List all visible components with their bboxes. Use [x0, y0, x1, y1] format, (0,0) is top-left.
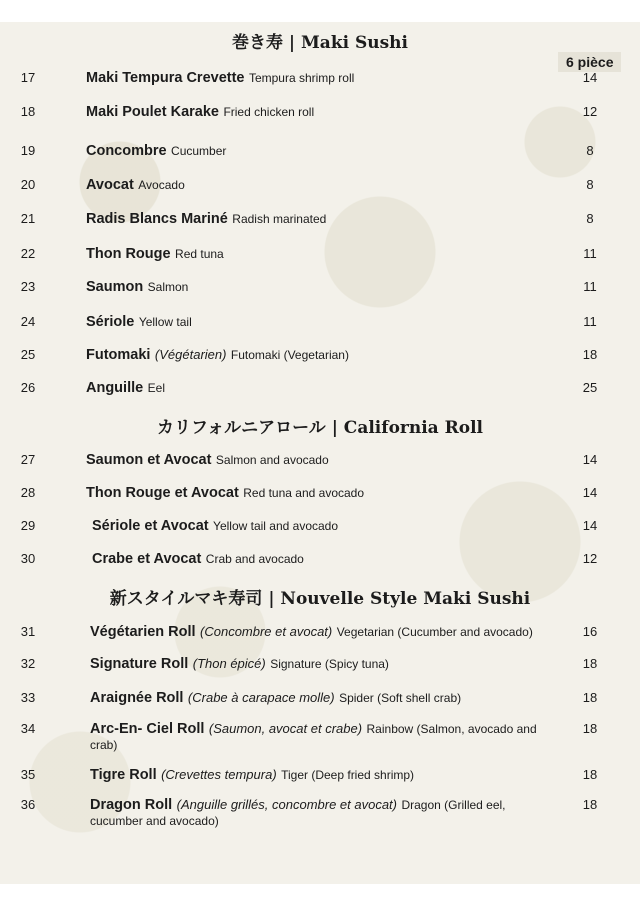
item-text: [86, 380, 536, 396]
item-text: [86, 177, 536, 193]
item-name-fr: Tigre Roll: [90, 767, 157, 783]
menu-page: [0, 22, 640, 884]
item-number: 21: [20, 211, 36, 226]
item-number: 25: [20, 347, 36, 362]
item-name-fr: Saumon et Avocat: [86, 452, 212, 468]
item-name-fr: Sériole: [86, 314, 135, 330]
item-number: 19: [20, 143, 36, 158]
item-price: 18: [582, 767, 598, 782]
item-text: [86, 347, 536, 363]
menu-item: [0, 551, 640, 571]
item-name-en: Yellow tail and avocado: [213, 519, 339, 533]
section-title-california-roll: カリフォルニアロール | California Roll: [156, 418, 484, 438]
menu-item: [0, 177, 640, 197]
menu-item: [0, 656, 640, 676]
item-text: [90, 797, 540, 829]
menu-item: [0, 70, 640, 90]
menu-item: [0, 279, 640, 299]
item-number: 18: [20, 104, 36, 119]
item-text: [86, 314, 536, 330]
item-text: [86, 211, 536, 227]
item-name-en: Crab and avocado: [205, 552, 304, 566]
item-name-en: Tempura shrimp roll: [248, 71, 355, 85]
item-number: 27: [20, 452, 36, 467]
item-text: [92, 551, 542, 567]
item-name-en: Radish marinated: [232, 212, 327, 226]
item-text: [86, 70, 536, 86]
item-number: 24: [20, 314, 36, 329]
item-name-en: Rainbow (Salmon, avocado and crab): [90, 722, 537, 752]
item-desc-fr: (Anguille grillés, concombre et avocat): [176, 797, 398, 812]
item-price: 25: [582, 380, 598, 395]
item-number: 36: [20, 797, 36, 812]
menu-item: [0, 721, 640, 752]
item-desc-fr: (Crabe à carapace molle): [187, 690, 335, 705]
item-number: 20: [20, 177, 36, 192]
item-number: 22: [20, 246, 36, 261]
menu-item: [0, 347, 640, 367]
menu-item: [0, 485, 640, 505]
item-name-fr: Végétarien Roll: [90, 624, 196, 640]
item-name-fr: Crabe et Avocat: [92, 551, 202, 567]
item-text: [90, 690, 540, 706]
item-price: 18: [582, 347, 598, 362]
item-name-fr: Concombre: [86, 143, 167, 159]
item-name-fr: Maki Poulet Karake: [86, 104, 219, 120]
item-price: 14: [582, 518, 598, 533]
item-name-fr: Thon Rouge et Avocat: [86, 485, 239, 501]
item-name-en: Red tuna and avocado: [243, 486, 365, 500]
item-name-fr: Signature Roll: [90, 656, 189, 672]
item-name-en: Salmon and avocado: [215, 453, 329, 467]
menu-item: [0, 797, 640, 828]
item-text: [86, 104, 536, 120]
item-price: 11: [583, 279, 597, 294]
item-name-fr: Saumon: [86, 279, 144, 295]
item-name-en: Fried chicken roll: [223, 105, 315, 119]
item-price: 18: [582, 690, 598, 705]
item-price: 14: [582, 452, 598, 467]
item-number: 31: [20, 624, 36, 639]
item-number: 34: [20, 721, 36, 736]
item-desc-fr: (Concombre et avocat): [200, 624, 333, 639]
item-name-fr: Araignée Roll: [90, 690, 184, 706]
item-text: [90, 721, 540, 753]
item-name-fr: Radis Blancs Mariné: [86, 211, 228, 227]
item-name-en: Salmon: [147, 280, 189, 294]
menu-item: [0, 518, 640, 538]
item-number: 35: [20, 767, 36, 782]
item-price: 11: [583, 246, 597, 261]
item-text: [90, 767, 540, 783]
pieces-label: 6 pièce: [558, 52, 621, 72]
item-price: 8: [586, 211, 594, 226]
item-price: 14: [582, 485, 598, 500]
item-number: 28: [20, 485, 36, 500]
item-name-en: Futomaki (Vegetarian): [230, 348, 349, 362]
item-price: 14: [582, 70, 598, 85]
item-desc-fr: (Saumon, avocat et crabe): [208, 721, 363, 736]
item-price: 12: [582, 104, 598, 119]
item-name-fr: Thon Rouge: [86, 246, 171, 262]
section-title-nouvelle-style: 新スタイルマキ寿司 | Nouvelle Style Maki Sushi: [109, 589, 531, 609]
menu-item: [0, 624, 640, 644]
item-text: [86, 485, 536, 501]
item-desc-fr: (Thon épicé): [192, 656, 266, 671]
item-number: 23: [20, 279, 36, 294]
item-name-en: Cucumber: [171, 144, 227, 158]
menu-item: [0, 314, 640, 334]
item-desc-fr: (Végétarien): [154, 347, 227, 362]
item-price: 8: [586, 177, 594, 192]
menu-item: [0, 143, 640, 163]
item-text: [90, 624, 540, 640]
menu-item: [0, 380, 640, 400]
item-name-en: Dragon (Grilled eel, cucumber and avocado): [90, 798, 506, 828]
item-name-en: Red tuna: [175, 247, 224, 261]
item-number: 29: [20, 518, 36, 533]
item-number: 30: [20, 551, 36, 566]
item-name-en: Vegetarian (Cucumber and avocado): [336, 625, 533, 639]
menu-item: [0, 690, 640, 710]
item-name-fr: Anguille: [86, 380, 144, 396]
item-name-en: Tiger (Deep fried shrimp): [281, 768, 415, 782]
menu-item: [0, 767, 640, 787]
item-name-fr: Futomaki: [86, 347, 151, 363]
item-price: 18: [582, 797, 598, 812]
item-name-en: Yellow tail: [138, 315, 192, 329]
item-price: 16: [582, 624, 598, 639]
item-name-fr: Dragon Roll: [90, 797, 173, 813]
item-price: 8: [586, 143, 594, 158]
item-text: [92, 518, 542, 534]
item-text: [86, 279, 536, 295]
menu-item: [0, 246, 640, 266]
item-name-fr: Maki Tempura Crevette: [86, 70, 245, 86]
item-name-en: Eel: [147, 381, 165, 395]
item-number: 17: [20, 70, 36, 85]
menu-item: [0, 104, 640, 124]
item-price: 12: [582, 551, 598, 566]
menu-item: [0, 452, 640, 472]
item-name-fr: Avocat: [86, 177, 134, 193]
item-number: 33: [20, 690, 36, 705]
item-name-en: Spider (Soft shell crab): [339, 691, 462, 705]
item-text: [86, 452, 536, 468]
item-price: 18: [582, 656, 598, 671]
item-price: 18: [582, 721, 598, 736]
item-number: 32: [20, 656, 36, 671]
item-name-fr: Sériole et Avocat: [92, 518, 209, 534]
item-name-en: Signature (Spicy tuna): [270, 657, 389, 671]
item-desc-fr: (Crevettes tempura): [161, 767, 277, 782]
item-text: [90, 656, 540, 672]
item-price: 11: [583, 314, 597, 329]
item-text: [86, 143, 536, 159]
item-name-fr: Arc-En- Ciel Roll: [90, 721, 205, 737]
menu-item: [0, 211, 640, 231]
item-name-en: Avocado: [138, 178, 185, 192]
item-text: [86, 246, 536, 262]
section-title-maki-sushi: 巻き寿 | Maki Sushi: [231, 33, 409, 53]
item-number: 26: [20, 380, 36, 395]
